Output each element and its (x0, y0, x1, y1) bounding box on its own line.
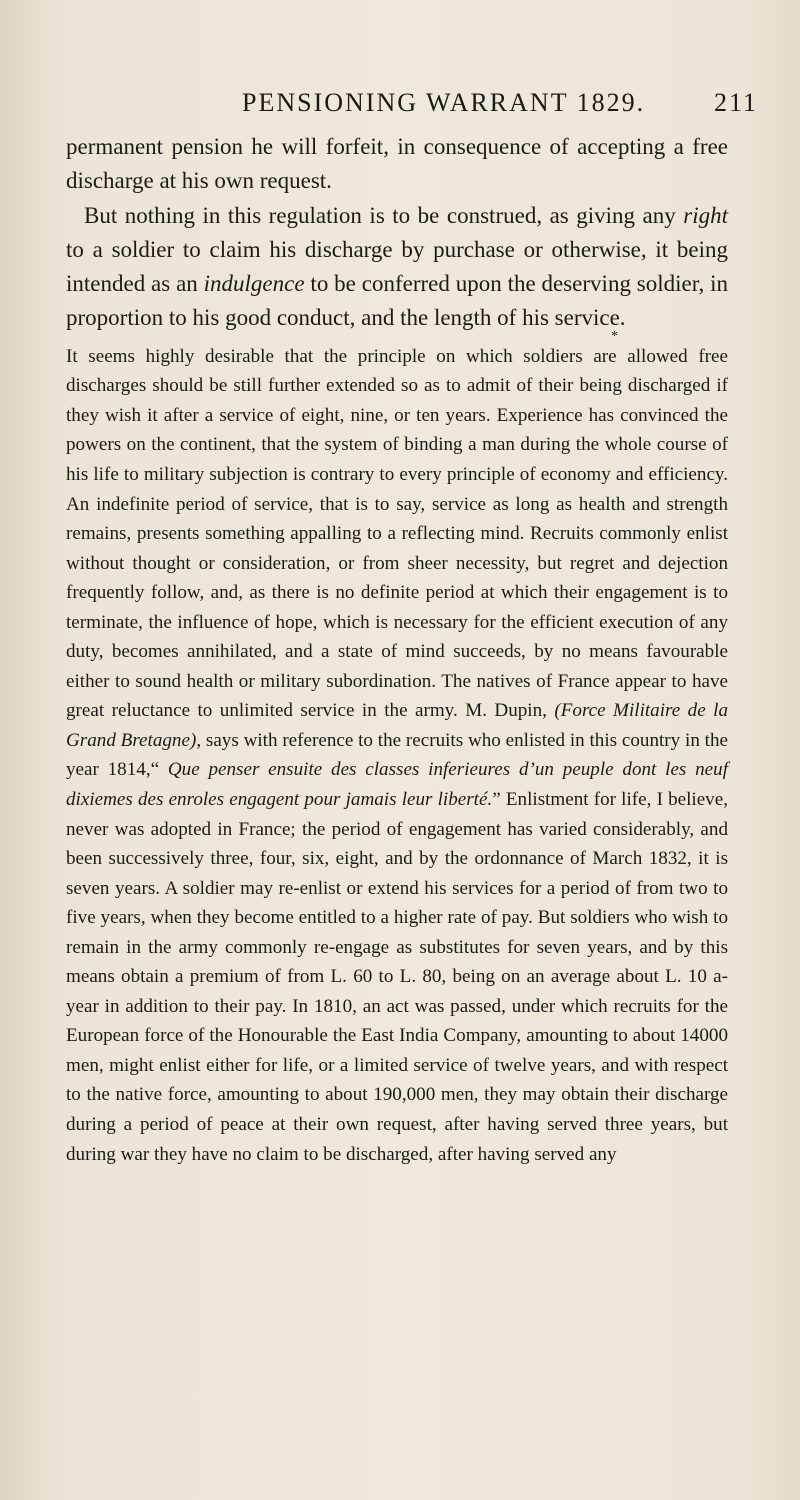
footnote-paragraph (66, 342, 728, 1169)
paragraph-1: permanent pension he will forfeit, in consequence of accepting a free discharge at his own request. (66, 134, 728, 194)
footnote-text-b: , says with reference to the recruits who enlisted in this country in the year 1814,“ (66, 729, 729, 781)
paragraph-2-part-b: to a soldier to claim his discharge by purchase or otherwise, it being intended as an (66, 236, 728, 297)
paragraph-2-italic-indulgence: indulgence (203, 271, 305, 297)
paragraph-2-part-c: to be conferred upon the deserving soldier, in proportion to his good conduct, and the length of his service. (66, 271, 728, 331)
main-text (66, 130, 728, 344)
footnote-italic-title: (Force Militaire de la Grand Bretagne) (66, 700, 729, 751)
footnote (66, 342, 728, 1169)
footnote-italic-quote: Que penser ensuite des classes inferieures d’un peuple dont les neuf dixiemes des enroles engagent pour jamais leur liberté. (66, 759, 729, 810)
page-header (66, 0, 758, 130)
footnote-marker: * (611, 328, 618, 344)
paragraph-2-italic-right: right (683, 202, 728, 228)
page-number: 211 (713, 88, 758, 117)
running-head: PENSIONING WARRANT 1829. (242, 88, 646, 117)
footnote-text-c: ” Enlistment for life, I believe, never was adopted in France; the period of engagement has varied considerably, and been successively three, four, six, eight, and by the ordonnance of March 1832, it is seven years. A soldier may re-enlist or extend his services for a period of from two to five years, when they become entitled to a higher rate of pay. But soldiers who wish to remain in the army commonly re-engage as substitutes for seven years, and by this means obtain a premium of from L. 60 to L. 80, being on an average about L. 10 a-year in addition to their pay. In 1810, an act was passed, under which recruits for the European force of the Honourable the East India Company, amounting to about 14000 men, might enlist either for life, or a limited service of twelve years, and with respect to the native force, amounting to about 190,000 men, they may obtain their discharge during a period of peace at their own request, after having served three years, but during war they have no claim to be discharged, after having served any (66, 788, 728, 1165)
paragraph-2 (66, 199, 728, 336)
paragraph-2-part-a: But nothing in this regulation is to be construed, as giving any (84, 202, 684, 228)
footnote-text-a: It seems highly desirable that the principle on which soldiers are allowed free discharges should be still further extended so as to admit of their being discharged if they wish it after a service of eight, nine, or ten years. Experience has convinced the powers on the continent, that the system of binding a man during the whole course of his life to military subjection is contrary to every principle of economy and efficiency. An indefinite period of service, that is to say, service as long as health and strength remains, presents something appalling to a reflecting mind. Recruits commonly enlist without thought or consideration, or from sheer necessity, but regret and dejection frequently follow, and, as there is no definite period at which their engagement is to terminate, the influence of hope, which is necessary for the efficient execution of any duty, becomes annihilated, and a state of mind succeeds, by no means favourable either to sound health or military subordination. The natives of France appear to have great reluctance to unlimited service in the army. M. Dupin, (66, 345, 728, 722)
